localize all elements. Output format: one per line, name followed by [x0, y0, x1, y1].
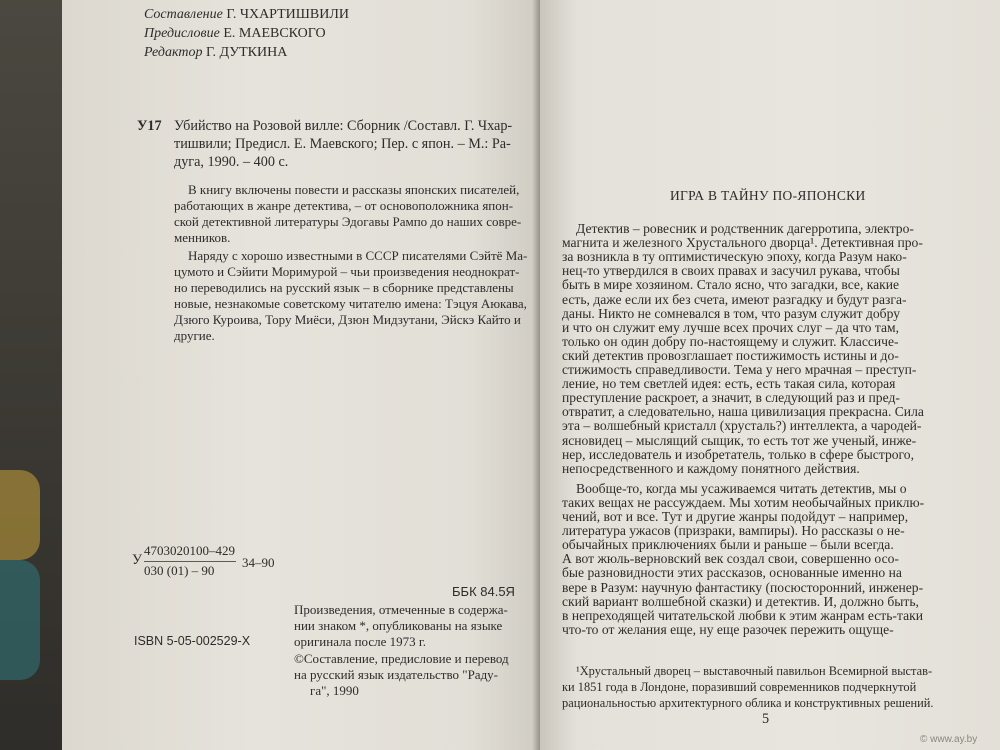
cover-decoration [0, 470, 40, 560]
code-denominator: 030 (01) – 90 [144, 563, 215, 578]
body-line: обычайных приключениях были и раньше – были всегда. [562, 537, 894, 553]
body-line: непосредственного и каждому понятного действия. [562, 460, 860, 476]
annotation-line: другие. [174, 328, 215, 343]
watermark: © www.ay.by [920, 734, 978, 745]
fraction-rule [144, 561, 236, 562]
body-line: быть в мире хозяином. Стало ясно, что загадки, все, какие [562, 277, 900, 293]
left-page [62, 0, 540, 750]
desk-background [0, 0, 62, 750]
body-line: отвратит, а следовательно, наша цивилизация прекрасна. Сила [562, 404, 924, 420]
footnote-line: рациональностью архитектурного облика и конструктивных решений. [562, 696, 934, 710]
credit-foreword: Предисловие Е. МАЕВСКОГО [144, 26, 326, 41]
annotation-line: но переводились на русский язык – в сборнике представлены [174, 280, 514, 295]
body-line: что-то от желания еще, ну еще разочек пережить ощуще- [562, 621, 894, 637]
body-line: ясновидец – мыслящий сыщик, то есть тот же ученый, инже- [562, 432, 917, 448]
isbn: ISBN 5-05-002529-X [134, 634, 251, 648]
annotation-line: ской детективной литературы Эдогавы Рампо до наших совре- [174, 214, 522, 229]
page-number: 5 [762, 711, 770, 727]
body-line: стижимость справедливости. Тема у него мрачная – преступ- [562, 362, 917, 377]
body-line: Вообще-то, когда мы усаживаемся читать детектив, мы о [576, 480, 907, 496]
copyright-line: га", 1990 [310, 683, 359, 698]
right-page [540, 0, 1000, 750]
body-line: нец-то утвердился в своих правах и засучил рукава, чтобы [562, 263, 900, 279]
body-line: ский детектив провозглашает постижимость истины и до- [562, 347, 899, 363]
annotation-line: менников. [174, 230, 231, 245]
code-numerator: 4703020100–429 [144, 543, 235, 558]
note-line: нии знаком *, опубликованы на языке [294, 618, 503, 633]
body-line: даны. Никто не сомневался в том, что разум служит добру [562, 305, 901, 321]
body-line: эта – волшебный кристалл (хрусталь?) интеллекта, а чародей- [562, 418, 922, 434]
annotation-line: новые, незнакомые советскому читателю имена: Тэцуя Аюкава, [174, 296, 527, 311]
catalog-line: дуга, 1990. – 400 с. [174, 154, 289, 170]
code-prefix: У [132, 552, 143, 568]
body-line: таких вещах не рассуждаем. Мы хотим необычайных приклю- [562, 494, 925, 510]
body-line: Детектив – ровесник и родственник дагерротипа, электро- [576, 221, 914, 236]
catalog-line: Убийство на Розовой вилле: Сборник /Составл. Г. Чхар- [174, 118, 513, 134]
copyright-line: ©Составление, предисловие и перевод [294, 651, 509, 666]
catalog-code: У17 [137, 118, 162, 134]
body-line: нер, исследователь и изобретатель, только в сфере быстрого, [562, 446, 914, 462]
chapter-heading: ИГРА В ТАЙНУ ПО-ЯПОНСКИ [670, 188, 866, 203]
annotation-line: Наряду с хорошо известными в СССР писателями Сэйтё Ма- [188, 248, 528, 263]
body-line: магнита и железного Хрустального дворца¹. Детективная про- [562, 235, 923, 251]
body-line: есть, даже если их без счета, имеют разгадку и будут разга- [562, 291, 907, 307]
body-line: бые разновидности этих рассказов, основанные именно на [562, 565, 902, 581]
code-suffix: 34–90 [242, 555, 275, 570]
body-line: вере в Разум: научную фантастику (посюсторонний, инженер- [562, 579, 924, 595]
annotation-line: работающих в жанре детектива, – от основоположника япон- [174, 198, 514, 213]
body-line: за возникла в ту оптимистическую эпоху, когда Разум нако- [562, 249, 907, 265]
body-line: только он один добру по-настоящему и служит. Классиче- [562, 333, 899, 349]
body-line: ление, но тем светлей идея: есть, есть такая сила, которая [562, 376, 896, 392]
note-line: оригинала после 1973 г. [294, 634, 427, 649]
annotation-line: В книгу включены повести и рассказы японских писателей, [188, 182, 520, 197]
body-line: в непреходящей читательской любви к этим жанрам есть-таки [562, 607, 923, 623]
catalog-line: тишвили; Предисл. Е. Маевского; Пер. с япон. – М.: Ра- [174, 136, 511, 152]
footnote-line: ки 1851 года в Лондоне, поразивший современников подчеркнутой [562, 680, 917, 694]
credit-editor: Редактор Г. ДУТКИНА [144, 45, 288, 60]
cover-decoration [0, 560, 40, 680]
body-line: преступление раскроет, а значит, в следующий раз и пред- [562, 390, 900, 406]
body-line: чений, вот и все. Тут и другие жанры подойдут – например, [562, 509, 909, 524]
credit-compiler: Составление Г. ЧХАРТИШВИЛИ [144, 7, 349, 22]
annotation-line: цумото и Сэйити Моримурой – чьи произведения неоднократ- [174, 264, 520, 279]
copyright-line: на русский язык издательство "Раду- [294, 667, 499, 682]
body-line: А вот жюль-верновский век создал свои, совершенно осо- [562, 551, 899, 567]
annotation-line: Дзюго Куроива, Тору Миёси, Дзюн Мидзутани, Эйскэ Кайто и [174, 312, 521, 327]
body-line: и что он служит ему лучше всех прочих слуг – да что там, [562, 319, 900, 335]
body-line: ский вариант волшебной сказки) и детектив. И, должно быть, [562, 593, 919, 609]
footnote-line: ¹Хрустальный дворец – выставочный павильон Всемирной выстав- [576, 664, 933, 678]
bbk-code: ББК 84.5Я [452, 584, 515, 599]
note-line: Произведения, отмеченные в содержа- [294, 602, 508, 617]
body-line: литература ужасов (призраки, вампиры). Но рассказы о не- [562, 523, 905, 539]
